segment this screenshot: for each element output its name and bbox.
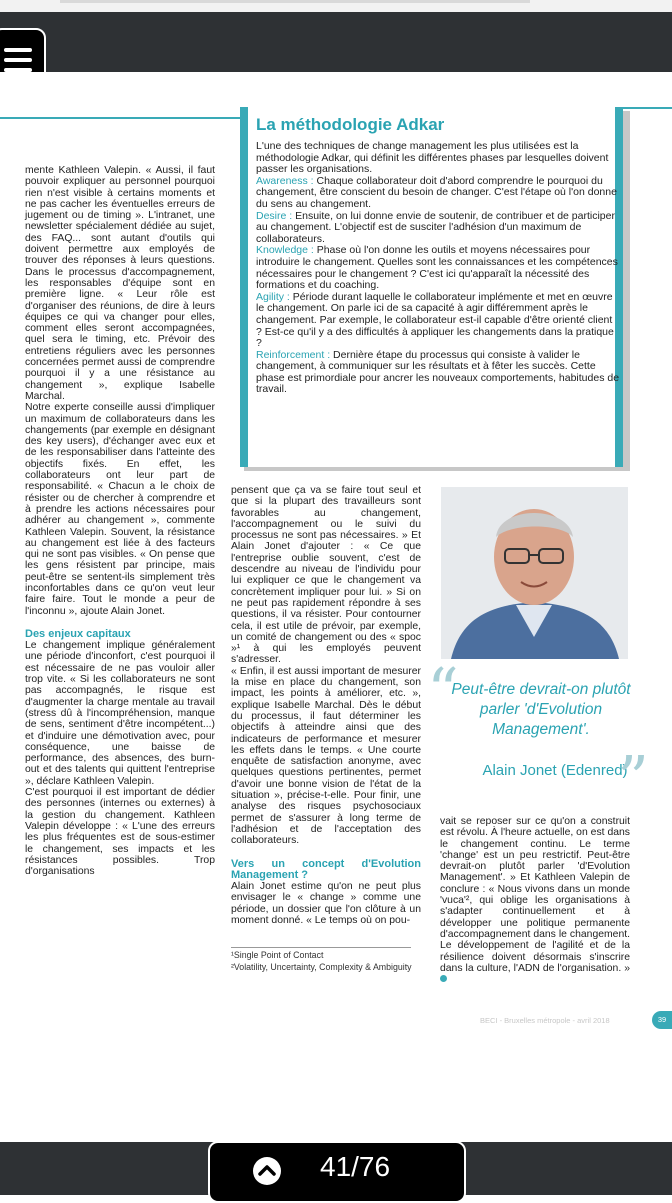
paragraph: Notre experte conseille aussi d'impliquer un maximum de collaborateurs dans les changements (par exemple en désignant des key users), d'échanger avec eux et de les responsabiliser dans l'atteinte des objectifs fixés. En effet, les collaborateurs ont leur part de responsabilité. « Chacun a le choix de résister ou de chercher à comprendre et à prendre les actions nécessaires pour adhérer au changement », commente Kathleen Valepin. Souvent, la résistance au changement est liée à des facteurs qui ne sont pas visibles. « On pense que les gens résistent par principe, mais peut-être se sentent-ils simplement très inconfortables dans ce qu'on veut leur faire faire. Tout le monde a peur de l'inconnu », ajoute Alain Jonet.: [25, 402, 215, 617]
adkar-sidebar-box: [240, 107, 623, 467]
box-item-text: Chaque collaborateur doit d'abord comprendre le pourquoi du changement, être conscient du besoin de changer. C'est l'étape où l'on donne du sens au changement.: [256, 174, 617, 210]
page-counter: 41/76: [320, 1151, 391, 1182]
menu-icon-bar: [4, 58, 32, 62]
paragraph-text: vait se reposer sur ce qu'on a construit est révolu. À l'heure actuelle, on est dans le changement continu. Le terme 'change' est un peu restrictif. Peut-être devrait-on plutôt parler 'd'Evolution Management'. » Et Kathleen Valepin de conclure : « Nous vivons dans un monde 'vuca'², qui oblige les organisations à s'adapter continuellement et à développer une politique permanente d'accompagnement dans le changement. Le développement de l'agilité et de la résilience doivent désormais s'inscrire dans la culture, l'ADN de l'organisation. »: [440, 816, 630, 974]
portrait-photo: [441, 487, 628, 659]
page-navigator[interactable]: [208, 1141, 466, 1203]
box-title: La méthodologie Adkar: [256, 115, 445, 134]
paragraph: « Enfin, il est aussi important de mesurer la mise en place du changement, son impact, les points à améliorer, etc. », explique Isabelle Marchal. Dès le début du processus, il faut déterminer les objectifs à atteindre ainsi que des indicateurs de performance et mesurer les effets dans le temps. « Une courte enquête de satisfaction anonyme, avec quelques questions pertinentes, permet d'avoir une bonne vision de l'état de la situation », précise-t-elle. Pour finir, une analyse des risques psychosociaux permet de s'assurer à long terme de l'adhésion et de l'acceptation des collaborateurs.: [231, 665, 421, 847]
box-item-text: Période durant laquelle le collaborateur implémente et met en œuvre le changement. On parle ici de sa capacité à agir différemment après le changement. Par exemple, le collaborateur est-il capable d'être orienté client ? Est-ce qu'il y a des difficultés à appliquer les changements dans la pratique ?: [256, 290, 614, 350]
box-item: [256, 211, 621, 246]
page-number: 39: [652, 1011, 672, 1029]
paragraph: Alain Jonet estime qu'on ne peut plus envisager le « change » comme une période, un dossier que l'on clôture à un moment donné. « Le temps où on pou-: [231, 881, 421, 926]
article-column-1: [25, 165, 215, 877]
box-item-text: Ensuite, on lui donne envie de soutenir, de contribuer et de participer au changement. L'objectif est de susciter l'adhésion d'un maximum de collaborateurs.: [256, 209, 615, 245]
quote-text: Peut-être devrait-on plutôt parler 'd'Evolution Management'.: [451, 681, 631, 738]
portrait-illustration: [441, 487, 628, 659]
subheading: Des enjeux capitaux: [25, 627, 131, 640]
viewer-header: [0, 12, 672, 72]
box-item: [256, 350, 621, 396]
box-item-term: Agility :: [256, 290, 290, 303]
footnote-rule: [231, 947, 411, 948]
box-item: [256, 176, 621, 211]
end-mark-icon: [440, 975, 447, 982]
paragraph: pensent que ça va se faire tout seul et que si la plupart des travailleurs sont favorables au changement, l'accompagnement ou le suivi du processus ne sont pas nécessaires. » Et Alain Jonet d'ajouter : « Ce que l'entreprise oublie souvent, c'est de descendre au niveau de l'individu pour lui expliquer ce que le changement va concrètement impliquer pour lui. » Si on ne peut pas rapidement répondre à ses questions, il va résister. Pour contourner cela, il est utile de prévoir, par exemple, un comité de changement ou des « spoc »¹ à qui les employés peuvent s'adresser.: [231, 485, 421, 666]
close-quote-icon: ”: [617, 742, 649, 815]
menu-icon: [4, 48, 32, 52]
quote-author: Alain Jonet (Edenred): [482, 762, 628, 779]
box-frame: [240, 107, 623, 467]
box-body: [256, 141, 621, 396]
accent-rule: [623, 107, 672, 109]
article-column-3: [440, 816, 630, 985]
footnotes: [231, 947, 412, 973]
page-footer: BECI - Bruxelles métropole - avril 2018: [480, 1016, 610, 1025]
viewer-top-strip: [0, 0, 672, 12]
paragraph: [440, 816, 630, 985]
box-item-text: Phase où l'on donne les outils et moyens nécessaires pour introduire le changement. Quelles sont les connaissances et les compétences nécessaires pour le changement ? C'est ici qu'apparaît la nécessité des formations et du coaching.: [256, 244, 618, 292]
box-item: [256, 292, 621, 350]
footnote: ²Volatility, Uncertainty, Complexity & Ambiguity: [231, 961, 412, 972]
top-tab: [60, 0, 530, 3]
paragraph: C'est pourquoi il est important de dédier des personnes (internes ou externes) à la gestion du changement. Kathleen Valepin développe : « L'une des erreurs les plus fréquentes est de sous-estimer le changement, ses impacts et les résistances possibles. Trop d'organisations: [25, 787, 215, 878]
footnote: ¹Single Point of Contact: [231, 950, 324, 960]
box-item-term: Reinforcement :: [256, 348, 331, 361]
scroll-up-icon[interactable]: [252, 1156, 282, 1186]
box-item-term: Awareness :: [256, 174, 314, 187]
paragraph: Le changement implique généralement une période d'inconfort, c'est pourquoi il est nécessaire de ne pas vouloir aller trop vite. « Si les collaborateurs ne sont pas accompagnés, le risque est d'augmenter la charge mentale au travail (stress dû à l'incompréhension, manque de sens, sentiment d'être incompétent...) et d'induire une démotivation avec, pour conséquence, une baisse de performance, des absences, des burn-out et des talents qui quittent l'entreprise », déclare Kathleen Valepin.: [25, 640, 215, 787]
box-item-term: Desire :: [256, 209, 293, 222]
open-quote-icon: “: [427, 654, 459, 727]
box-item-text: Dernière étape du processus qui consiste à valider le changement, à communiquer sur les résultats et à fêter les succès. Cette phase est primordiale pour ancrer les nouveaux comportements, habitudes de travail.: [256, 348, 620, 396]
box-intro: L'une des techniques de change management les plus utilisées est la méthodologie Adkar, qui définit les différentes phases par lesquelles doivent passer les organisations.: [256, 140, 609, 176]
accent-rule: [0, 117, 240, 119]
subheading: Vers un concept d'Evolution Management ?: [231, 857, 421, 881]
paragraph: mente Kathleen Valepin. « Aussi, il faut pouvoir expliquer au personnel pourquoi rien n'est visible à certains moments et ne pas cacher les éventuelles erreurs de jugement ou de timing ». L'intranet, une newsletter spécialement dédiée au sujet, des FAQ... sont autant d'outils qui doivent permettre aux employés de trouver des réponses à leurs questions. Dans le processus d'accompagnement, les responsables d'équipe sont en première ligne. « Leur rôle est d'organiser des réunions, de dire à leurs équipes ce qui va changer pour elles, comment elles seront accompagnées, quel sera le timing, etc. Prévoir des entretiens réguliers avec les personnes concernées permet aussi de comprendre pourquoi il y a une résistance au changement », explique Isabelle Marchal.: [25, 165, 215, 402]
article-column-2: [231, 485, 421, 926]
box-item-term: Knowledge :: [256, 244, 314, 257]
box-item: [256, 245, 621, 291]
pull-quote: [427, 654, 651, 815]
